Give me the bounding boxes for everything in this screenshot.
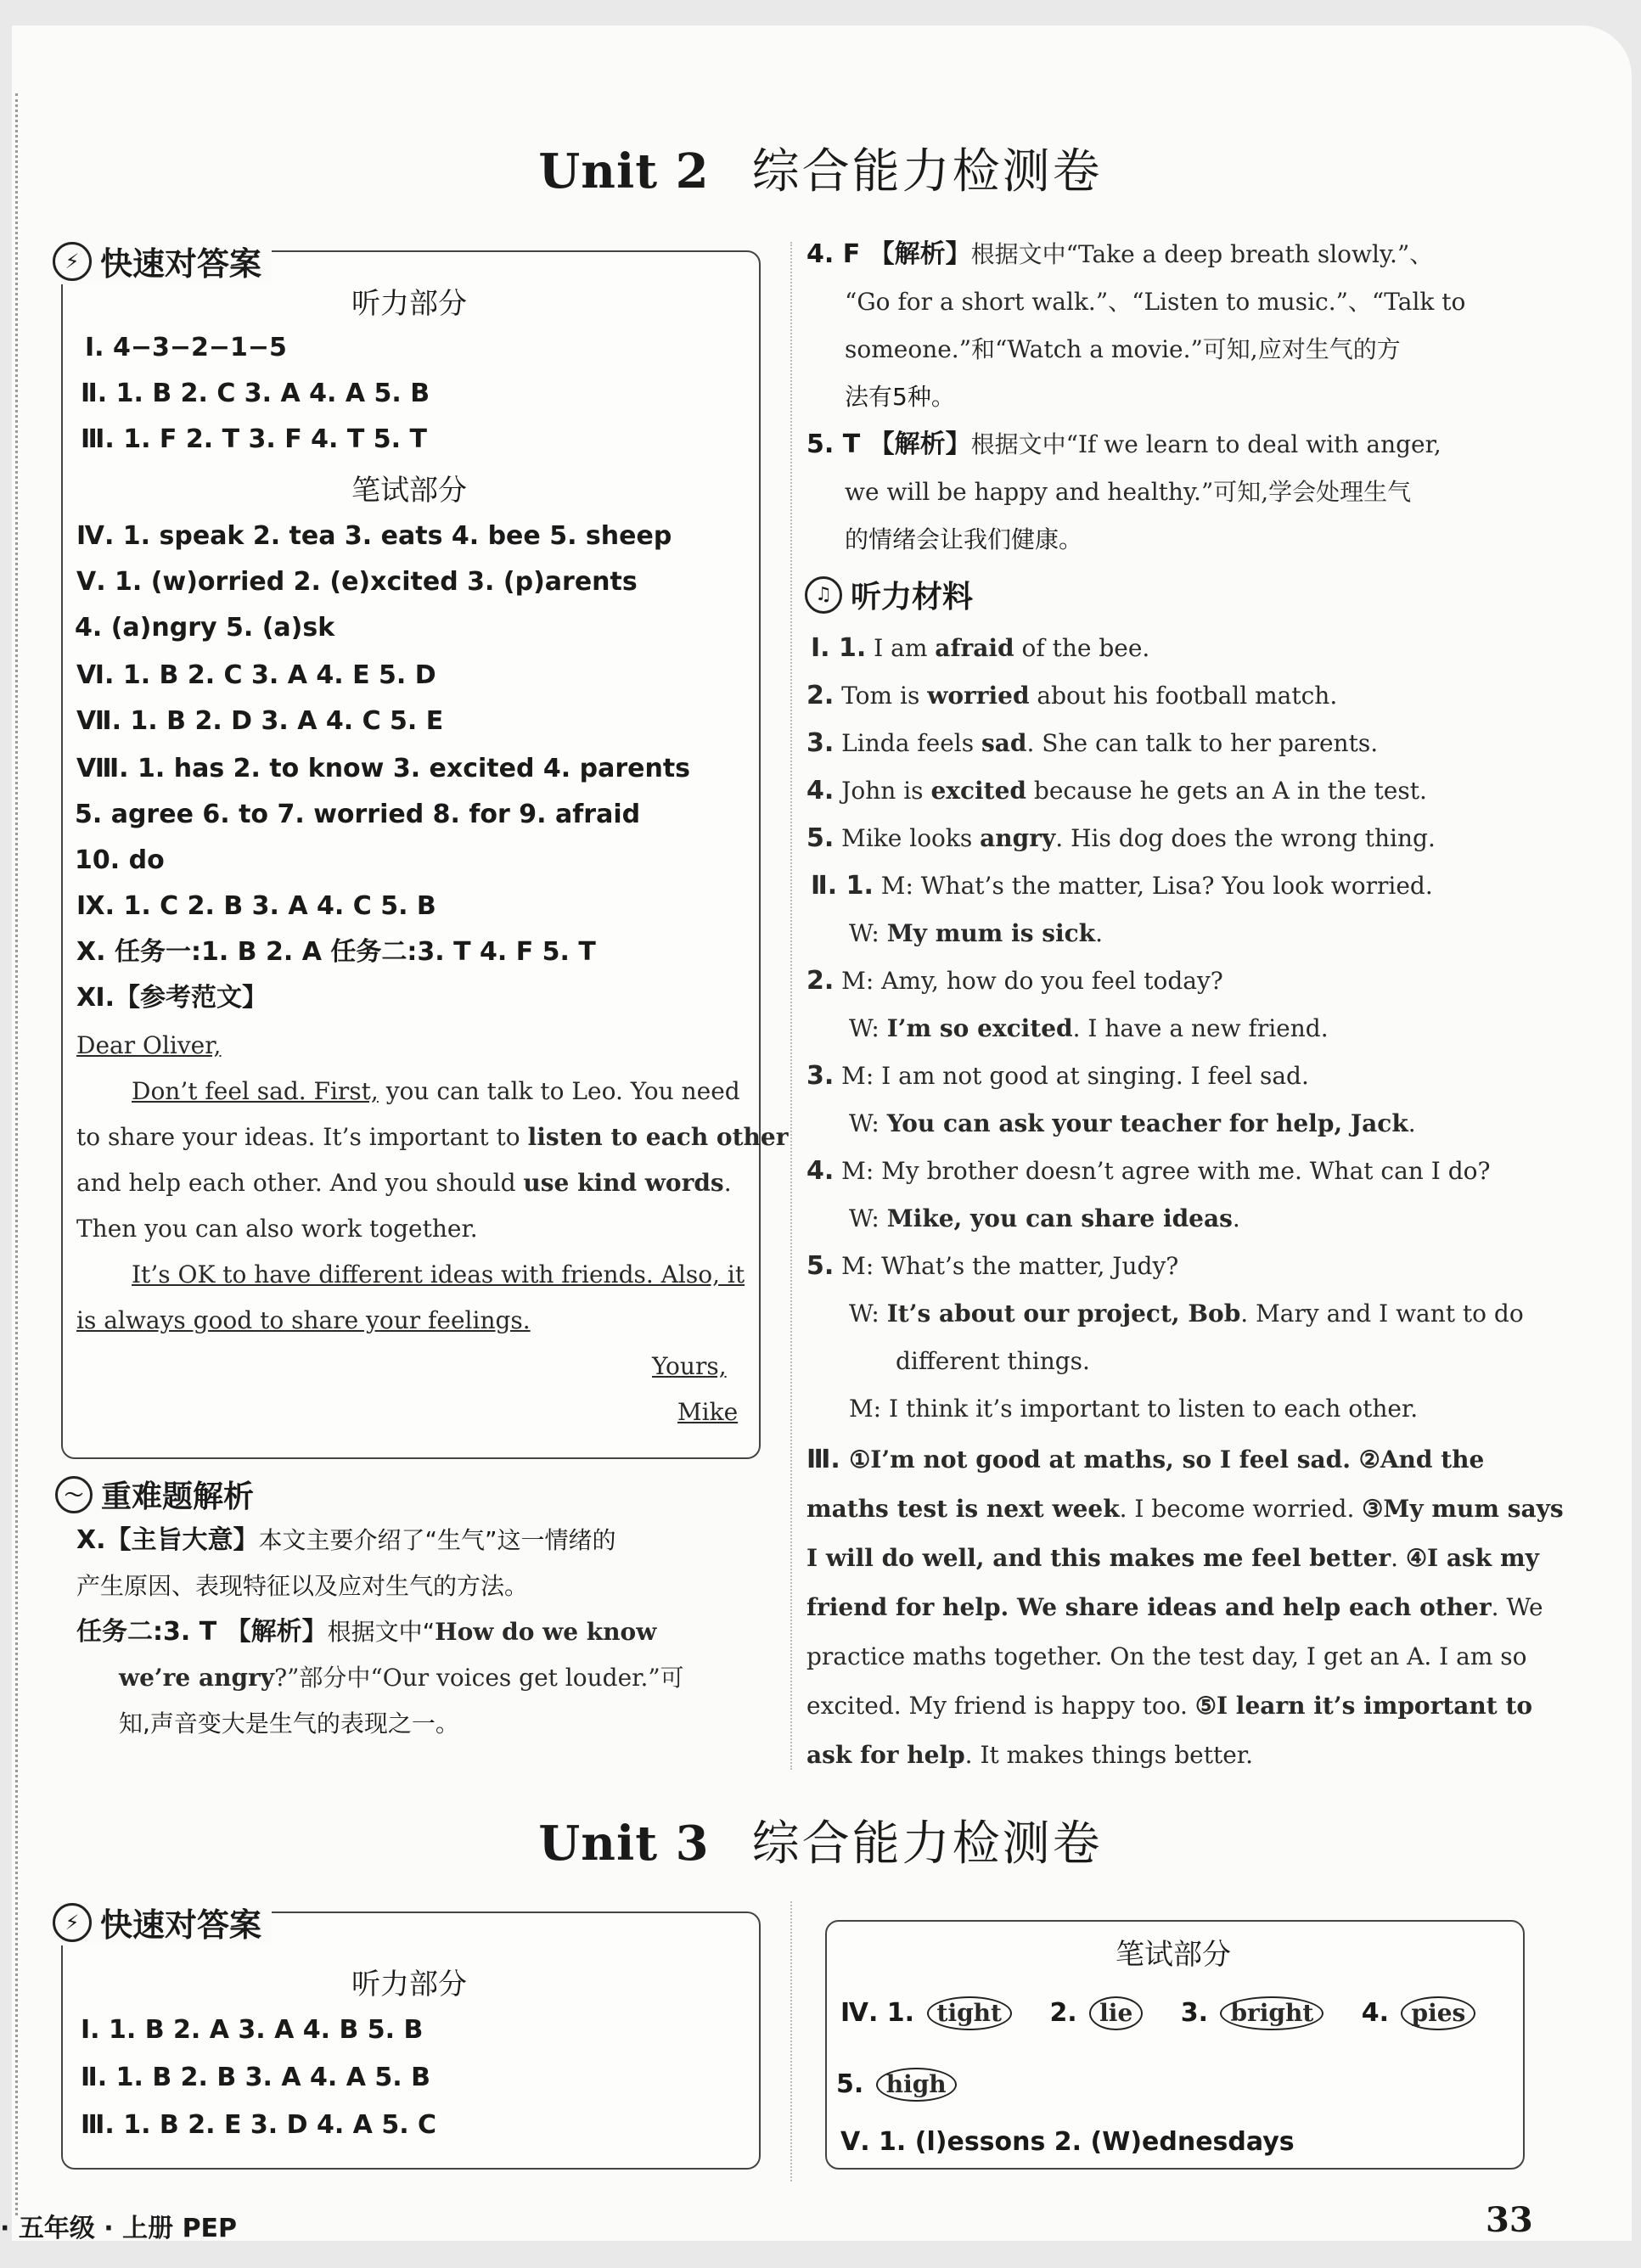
item-number: Ⅳ. 1. — [840, 1998, 915, 2028]
item-number: 4. — [806, 776, 835, 806]
material-text: excited. My friend is happy too. — [806, 1692, 1195, 1720]
speaker-label: W: — [849, 1300, 887, 1328]
material-text: . It makes things better. — [964, 1741, 1253, 1769]
material-3-line-2 — [806, 1492, 1564, 1526]
u3-writing-line-2 — [836, 2068, 960, 2102]
item-number: Ⅲ. — [806, 1445, 850, 1474]
material-text: Mike looks — [834, 824, 981, 852]
u2-answer-line-1: Ⅰ. 4−3−2−1−5 — [85, 333, 287, 362]
material-3-line-3 — [806, 1541, 1539, 1575]
u3-writing-line-3: Ⅴ. 1. (l)essons 2. (W)ednesdays — [840, 2127, 1295, 2157]
material-bold-phrase: I’m so excited — [886, 1014, 1073, 1042]
analysis-bold-quote: How do we know — [435, 1618, 657, 1646]
essay-salutation: Dear Oliver, — [76, 1031, 222, 1059]
material-text: of the bee. — [1014, 634, 1150, 662]
u3-writing-line-1 — [840, 1996, 1479, 2030]
material-bold-phrase: ③My mum says — [1362, 1495, 1564, 1523]
material-2-2 — [806, 964, 1223, 998]
material-2-4 — [806, 1154, 1490, 1188]
item-number: 3. — [806, 1061, 835, 1091]
binding-margin-line — [15, 93, 18, 2215]
essay-text: you can talk to Leo. You need — [378, 1077, 740, 1105]
material-text: . We — [1491, 1593, 1543, 1621]
u3-answer-line-3: Ⅲ. 1. B 2. E 3. D 4. A 5. C — [81, 2110, 437, 2140]
item-number: 4. — [806, 1156, 835, 1186]
quick-answer-label: 快速对答案 — [100, 245, 262, 283]
unit3-title-cn: 综合能力检测卷 — [751, 1816, 1103, 1872]
analysis-text: 根据文中“ — [327, 1618, 436, 1646]
u3-answer-line-1: Ⅰ. 1. B 2. A 3. A 4. B 5. B — [81, 2015, 424, 2045]
material-text: . His dog does the wrong thing. — [1055, 824, 1436, 852]
listening-material-label: 听力材料 — [851, 580, 974, 615]
material-1-1 — [811, 632, 1149, 665]
analysis-text: ?”部分中“Our voices get louder.”可 — [274, 1664, 684, 1692]
material-text: M: What’s the matter, Judy? — [834, 1252, 1179, 1280]
right-analysis-line-1 — [806, 238, 1433, 272]
item-number: 5. — [806, 1251, 835, 1281]
material-text: M: Amy, how do you feel today? — [834, 967, 1223, 995]
unit3-writing-heading: 笔试部分 — [1116, 1938, 1231, 1972]
unit2-title — [0, 134, 1641, 202]
lightning-icon: ⚡ — [53, 1903, 92, 1942]
item-number: 4. — [1361, 1998, 1390, 2028]
material-bold-phrase: friend for help. We share ideas and help each other — [806, 1593, 1492, 1621]
material-2-4-w — [849, 1202, 1240, 1236]
u2-answer-line-4: Ⅳ. 1. speak 2. tea 3. eats 4. bee 5. sheep — [76, 521, 672, 551]
material-text: . Mary and I want to do — [1240, 1300, 1524, 1328]
material-text: about his football match. — [1029, 682, 1338, 710]
u2-answer-line-8: Ⅶ. 1. B 2. D 3. A 4. C 5. E — [76, 706, 444, 736]
analysis-line-2: 产生原因、表现特征以及应对生气的方法。 — [76, 1572, 529, 1600]
unit2-quick-answer-tab — [53, 238, 272, 284]
analysis-text: 根据文中“Take a deep breath slowly.”、 — [970, 240, 1434, 268]
item-number: 5. — [806, 823, 835, 853]
material-2-1-w — [849, 917, 1103, 951]
unit2-title-en: Unit 2 — [538, 143, 710, 199]
item-number: Ⅱ. 1. — [811, 871, 874, 901]
u2-answer-line-14: Ⅺ.【参考范文】 — [76, 983, 267, 1013]
essay-line-2 — [76, 1120, 788, 1154]
page-number: 33 — [1486, 2200, 1533, 2240]
material-text: . I have a new friend. — [1072, 1014, 1329, 1042]
material-2-5-cont: different things. — [896, 1347, 1090, 1375]
material-3-line-5: practice maths together. On the test day, I get an A. I am so — [806, 1642, 1527, 1670]
material-bold-word: afraid — [935, 634, 1014, 662]
analysis-tag: 任务二:3. T 【解析】 — [76, 1617, 328, 1647]
material-text: M: I am not good at singing. I feel sad. — [834, 1062, 1309, 1090]
column-separator-2 — [790, 1901, 792, 2181]
item-number: 3. — [806, 728, 835, 758]
u2-answer-line-3: Ⅲ. 1. F 2. T 3. F 4. T 5. T — [81, 424, 427, 454]
analysis-tag: 4. F 【解析】 — [806, 239, 971, 269]
material-2-1 — [811, 869, 1433, 903]
material-text: M: My brother doesn’t agree with me. What can I do? — [834, 1157, 1491, 1185]
material-2-5-m: M: I think it’s important to listen to each other. — [849, 1395, 1419, 1423]
right-analysis-line-5 — [806, 428, 1441, 462]
material-bold-word: sad — [981, 729, 1027, 757]
material-text: . I become worried. — [1119, 1495, 1363, 1523]
material-bold-phrase: It’s about our project, Bob — [886, 1300, 1241, 1328]
analysis-line-5: 知,声音变大是生气的表现之一。 — [119, 1709, 459, 1737]
speaker-label: W: — [849, 1014, 887, 1042]
material-3-line-4 — [806, 1591, 1543, 1625]
column-separator — [790, 242, 792, 1770]
lightning-icon: ⚡ — [53, 242, 92, 281]
unit2-writing-heading: 笔试部分 — [351, 474, 467, 508]
material-bold-phrase: ①I’m not good at maths, so I feel sad. ②And the — [849, 1446, 1485, 1474]
essay-closing: Yours, — [652, 1352, 727, 1380]
quick-answer-label: 快速对答案 — [100, 1906, 262, 1944]
essay-bold-phrase: listen to each other — [527, 1123, 789, 1151]
right-analysis-line-2: “Go for a short walk.”、“Listen to music.”、“Talk to — [845, 288, 1466, 316]
u2-answer-line-9: Ⅷ. 1. has 2. to know 3. excited 4. parents — [76, 754, 691, 783]
item-number: Ⅰ. 1. — [811, 633, 867, 663]
essay-bold-phrase: use kind words — [523, 1169, 724, 1197]
material-3-line-1 — [806, 1443, 1484, 1477]
material-bold-phrase: ⑤I learn it’s important to — [1194, 1692, 1533, 1720]
essay-text: . — [723, 1169, 732, 1197]
difficulty-analysis-heading — [55, 1473, 254, 1516]
headphones-icon: ♫ — [805, 576, 842, 614]
analysis-tag: Ⅹ.【主旨大意】 — [76, 1525, 259, 1555]
u2-answer-line-2: Ⅱ. 1. B 2. C 3. A 4. A 5. B — [81, 379, 430, 408]
essay-line-4: Then you can also work together. — [76, 1215, 478, 1243]
material-bold-phrase: Mike, you can share ideas — [886, 1204, 1233, 1232]
essay-line-1 — [132, 1075, 740, 1109]
item-number: 2. — [806, 681, 835, 710]
u2-answer-line-5: Ⅴ. 1. (w)orried 2. (e)xcited 3. (p)arents — [76, 567, 638, 597]
material-bold-phrase: ④I ask my — [1405, 1544, 1539, 1572]
analysis-bold-quote: we’re angry — [119, 1664, 275, 1692]
unit2-listening-heading: 听力部分 — [351, 287, 467, 321]
material-text: John is — [834, 777, 931, 805]
u2-answer-line-11: 10. do — [75, 845, 165, 875]
material-2-2-w — [849, 1012, 1329, 1046]
analysis-line-1 — [76, 1524, 616, 1558]
essay-line-5: It’s OK to have different ideas with friends. Also, it — [132, 1260, 745, 1288]
circled-word: tight — [927, 1996, 1012, 2030]
material-bold-phrase: ask for help — [806, 1741, 965, 1769]
item-number: 2. — [1049, 1998, 1077, 2028]
u2-answer-line-6: 4. (a)ngry 5. (a)sk — [75, 613, 335, 643]
analysis-text: 本文主要介绍了“生气”这一情绪的 — [258, 1526, 616, 1554]
material-3-line-7 — [806, 1738, 1253, 1772]
material-text: M: What’s the matter, Lisa? You look worried. — [873, 872, 1433, 900]
material-1-4 — [806, 774, 1427, 808]
analysis-text: 根据文中“If we learn to deal with anger, — [970, 430, 1441, 458]
material-1-5 — [806, 822, 1436, 856]
u3-answer-line-2: Ⅱ. 1. B 2. B 3. A 4. A 5. B — [81, 2063, 430, 2092]
circled-word: pies — [1401, 1996, 1475, 2030]
listening-material-heading — [805, 573, 973, 616]
material-text: because he gets an A in the test. — [1026, 777, 1427, 805]
material-1-3 — [806, 727, 1378, 761]
essay-underlined-phrase: Don’t feel sad. First, — [132, 1077, 379, 1105]
material-text: . — [1408, 1109, 1416, 1137]
material-bold-word: angry — [980, 824, 1056, 852]
essay-text: to share your ideas. It’s important to — [76, 1123, 528, 1151]
item-number: 5. — [836, 2069, 864, 2099]
material-1-2 — [806, 679, 1337, 713]
essay-text: and help each other. And you should — [76, 1169, 524, 1197]
material-text: . — [1232, 1204, 1240, 1232]
material-2-5-w — [849, 1297, 1524, 1331]
essay-line-6: is always good to share your feelings. — [76, 1306, 531, 1334]
u2-answer-line-7: Ⅵ. 1. B 2. C 3. A 4. E 5. D — [76, 660, 436, 690]
circled-word: high — [876, 2068, 957, 2102]
material-text: Linda feels — [834, 729, 982, 757]
material-text: . — [1095, 919, 1103, 947]
grade-footer: · 五年级 · 上册 PEP — [0, 2214, 238, 2243]
material-bold-word: worried — [927, 682, 1030, 710]
u2-answer-line-10: 5. agree 6. to 7. worried 8. for 9. afraid — [75, 800, 641, 829]
material-bold-phrase: maths test is next week — [806, 1495, 1120, 1523]
item-number: 3. — [1180, 1998, 1208, 2028]
material-2-3 — [806, 1059, 1309, 1093]
item-number: 2. — [806, 966, 835, 996]
right-analysis-line-3: someone.”和“Watch a movie.”可知,应对生气的方 — [845, 335, 1401, 363]
material-text: . She can talk to her parents. — [1026, 729, 1379, 757]
unit3-listening-heading: 听力部分 — [351, 1968, 467, 2001]
difficulty-analysis-label: 重难题解析 — [101, 1479, 255, 1514]
analysis-tag: 5. T 【解析】 — [806, 429, 971, 459]
unit3-title-en: Unit 3 — [538, 1816, 710, 1872]
speaker-label: W: — [849, 919, 887, 947]
essay-line-3 — [76, 1166, 732, 1200]
material-3-line-6 — [806, 1689, 1532, 1723]
unit3-title — [0, 1806, 1641, 1874]
unit3-quick-answer-tab — [53, 1899, 272, 1945]
circled-word: bright — [1220, 1996, 1323, 2030]
speaker-label: W: — [849, 1109, 887, 1137]
trend-icon: 〜 — [55, 1476, 93, 1513]
circled-word: lie — [1089, 1996, 1143, 2030]
material-bold-phrase: I will do well, and this makes me feel better — [806, 1544, 1391, 1572]
material-text: Tom is — [834, 682, 928, 710]
material-2-5 — [806, 1249, 1178, 1283]
speaker-label: W: — [849, 1204, 887, 1232]
right-analysis-line-7: 的情绪会让我们健康。 — [845, 525, 1083, 553]
right-analysis-line-6: we will be happy and healthy.”可知,学会处理生气 — [845, 478, 1412, 506]
unit2-title-cn: 综合能力检测卷 — [751, 144, 1103, 199]
right-analysis-line-4: 法有5种。 — [845, 383, 955, 411]
essay-signature: Mike — [677, 1398, 739, 1426]
material-text: I am — [866, 634, 936, 662]
analysis-line-4 — [119, 1661, 684, 1695]
material-bold-phrase: My mum is sick — [886, 919, 1096, 947]
analysis-line-3 — [76, 1615, 656, 1649]
u2-answer-line-12: Ⅸ. 1. C 2. B 3. A 4. C 5. B — [76, 891, 436, 921]
material-bold-phrase: You can ask your teacher for help, Jack — [886, 1109, 1408, 1137]
material-bold-word: excited — [930, 777, 1026, 805]
material-2-3-w — [849, 1107, 1416, 1141]
material-text: . — [1391, 1544, 1406, 1572]
u2-answer-line-13: Ⅹ. 任务一:1. B 2. A 任务二:3. T 4. F 5. T — [76, 937, 596, 967]
